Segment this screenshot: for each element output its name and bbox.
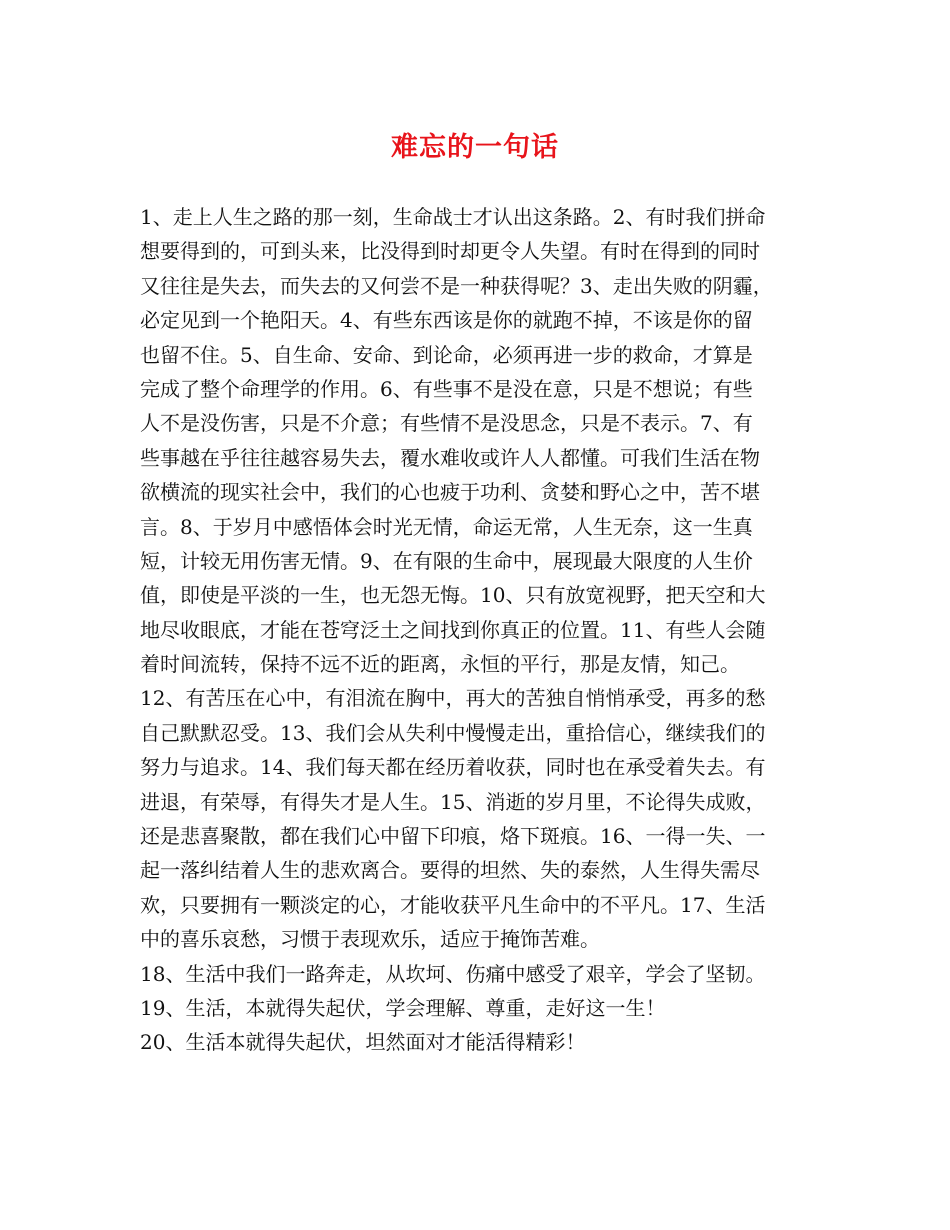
body-line: 18、生活中我们一路奔走，从坎坷、伤痛中感受了艰辛，学会了坚韧。 [140, 961, 766, 986]
body-line: 19、生活，本就得失起伏，学会理解、尊重，走好这一生！ [140, 995, 666, 1020]
body-line: 想要得到的，可到头来，比没得到时却更令人失望。有时在得到的同时 [140, 239, 760, 264]
body-line: 着时间流转，保持不远不近的距离，永恒的平行，那是友情，知己。 [140, 652, 740, 677]
body-line: 又往往是失去，而失去的又何尝不是一种获得呢？3、走出失败的阴霾， [140, 273, 773, 298]
body-line: 自己默默忍受。13、我们会从失利中慢慢走出，重拾信心，继续我们的 [140, 720, 766, 745]
body-line: 起一落纠结着人生的悲欢离合。要得的坦然、失的泰然，人生得失需尽 [140, 858, 760, 883]
document-title: 难忘的一句话 [391, 132, 559, 163]
body-line: 也留不住。5、自生命、安命、到论命，必须再进一步的救命，才算是 [140, 342, 753, 367]
body-line: 短，计较无用伤害无情。9、在有限的生命中，展现最大限度的人生价 [140, 548, 753, 573]
body-line: 言。8、于岁月中感悟体会时光无情，命运无常，人生无奈，这一生真 [140, 514, 753, 539]
body-line: 人不是没伤害，只是不介意；有些情不是没思念，只是不表示。7、有 [140, 411, 753, 436]
body-line: 1、走上人生之路的那一刻，生命战士才认出这条路。2、有时我们拼命 [140, 205, 766, 229]
body-line: 欢，只要拥有一颗淡定的心，才能收获平凡生命中的不平凡。17、生活 [140, 892, 766, 917]
body-line: 努力与追求。14、我们每天都在经历着收获，同时也在承受着失去。有 [140, 755, 766, 780]
body-line: 值，即使是平淡的一生，也无怨无悔。10、只有放宽视野，把天空和大 [140, 583, 766, 608]
document-body [140, 200, 820, 1060]
body-line: 地尽收眼底，才能在苍穹泛土之间找到你真正的位置。11、有些人会随 [140, 617, 766, 642]
body-line: 20、生活本就得失起伏，坦然面对才能活得精彩！ [140, 1030, 586, 1055]
body-line: 进退，有荣辱，有得失才是人生。15、消逝的岁月里，不论得失成败， [140, 789, 766, 814]
body-line: 中的喜乐哀愁，习惯于表现欢乐，适应于掩饰苦难。 [140, 927, 600, 952]
body-line: 些事越在乎往往越容易失去，覆水难收或许人人都懂。可我们生活在物 [140, 445, 760, 470]
body-line: 必定见到一个艳阳天。4、有些东西该是你的就跑不掉，不该是你的留 [140, 308, 753, 333]
body-line: 欲横流的现实社会中，我们的心也疲于功利、贪婪和野心之中，苦不堪 [140, 480, 760, 505]
body-line: 完成了整个命理学的作用。6、有些事不是没在意，只是不想说；有些 [140, 376, 753, 401]
body-line: 还是悲喜聚散，都在我们心中留下印痕，烙下斑痕。16、一得一失、一 [140, 824, 766, 849]
body-line: 12、有苦压在心中，有泪流在胸中，再大的苦独自悄悄承受，再多的愁 [140, 686, 766, 711]
